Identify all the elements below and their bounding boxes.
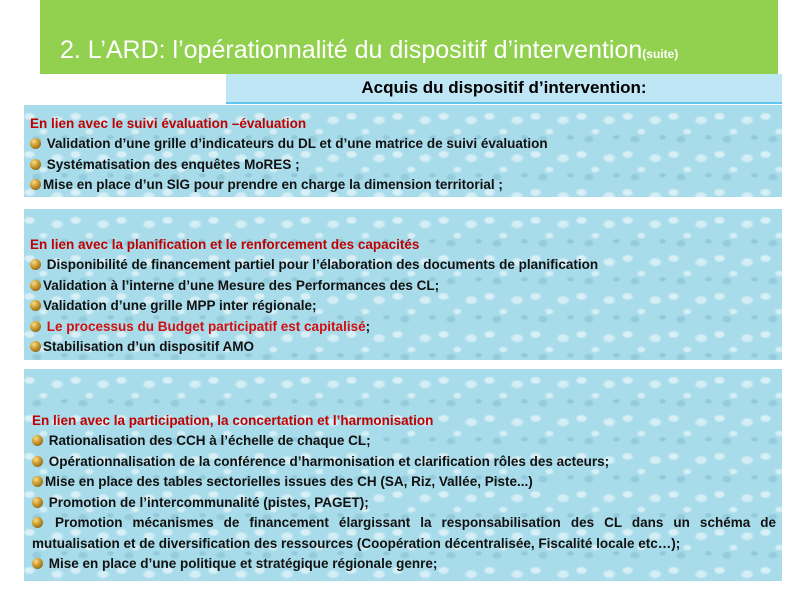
list-item: Validation d’une grille MPP inter régionale; (30, 296, 778, 317)
panel-suivi-evaluation (24, 105, 782, 197)
list-item: Mise en place d’une politique et stratégique régionale genre; (32, 554, 778, 575)
gold-ball-bullet-icon (30, 300, 41, 311)
list-item: Mise en place d’un SIG pour prendre en charge la dimension territorial ; (30, 175, 778, 196)
gold-ball-bullet-icon (32, 517, 43, 528)
page-title-main: 2. L’ARD: l’opérationnalité du dispositif d’intervention (60, 36, 643, 64)
list-item: Systématisation des enquêtes MoRES ; (30, 155, 778, 176)
list-item: Opérationnalisation de la conférence d’harmonisation et clarification rôles des acteurs; (32, 452, 778, 473)
page-title-suffix: (suite) (642, 47, 679, 61)
gold-ball-bullet-icon (32, 435, 43, 446)
gold-ball-bullet-icon (30, 259, 41, 270)
subtitle-bar (226, 74, 782, 102)
list-item: Disponibilité de financement partiel pour l’élaboration des documents de planification (30, 255, 778, 276)
list-item-tail: ; (365, 318, 371, 334)
gold-ball-bullet-icon (30, 280, 41, 291)
gold-ball-bullet-icon (30, 138, 41, 149)
gold-ball-bullet-icon (32, 558, 43, 569)
gold-ball-bullet-icon (32, 476, 43, 487)
gold-ball-bullet-icon (32, 497, 43, 508)
gold-ball-bullet-icon (30, 321, 41, 332)
list-item: Le processus du Budget participatif est capitalisé; (30, 317, 778, 338)
gold-ball-bullet-icon (30, 341, 41, 352)
gold-ball-bullet-icon (30, 159, 41, 170)
list-item: Promotion mécanismes de financement élargissant la responsabilisation des CL dans un schéma de mutualisation et de diversification des ressources (Coopération décentralisée, Fiscalité locale etc…); (32, 515, 776, 551)
list-item: Validation d’une grille d’indicateurs du DL et d’une matrice de suivi évaluation (30, 134, 778, 155)
list-item: Validation à l’interne d’une Mesure des Performances des CL; (30, 276, 778, 297)
list-item: Promotion de l’intercommunalité (pistes, PAGET); (32, 493, 778, 514)
panel-heading: En lien avec la planification et le renforcement des capacités (30, 237, 420, 252)
panel-planification (24, 209, 782, 360)
panel-participation (24, 369, 782, 581)
list-item: Rationalisation des CCH à l’échelle de chaque CL; (32, 431, 778, 452)
page-title (60, 36, 678, 65)
list-item: Mise en place des tables sectorielles issues des CH (SA, Riz, Vallée, Piste...) (32, 472, 778, 493)
panel-heading: En lien avec le suivi évaluation –évaluation (30, 116, 307, 131)
panel-heading: En lien avec la participation, la concertation et l’harmonisation (32, 413, 434, 428)
gold-ball-bullet-icon (30, 179, 41, 190)
subtitle-accent-line (226, 102, 782, 104)
list-item: Stabilisation d’un dispositif AMO (30, 337, 778, 358)
gold-ball-bullet-icon (32, 456, 43, 467)
subtitle: Acquis du dispositif d’intervention: (361, 78, 647, 97)
